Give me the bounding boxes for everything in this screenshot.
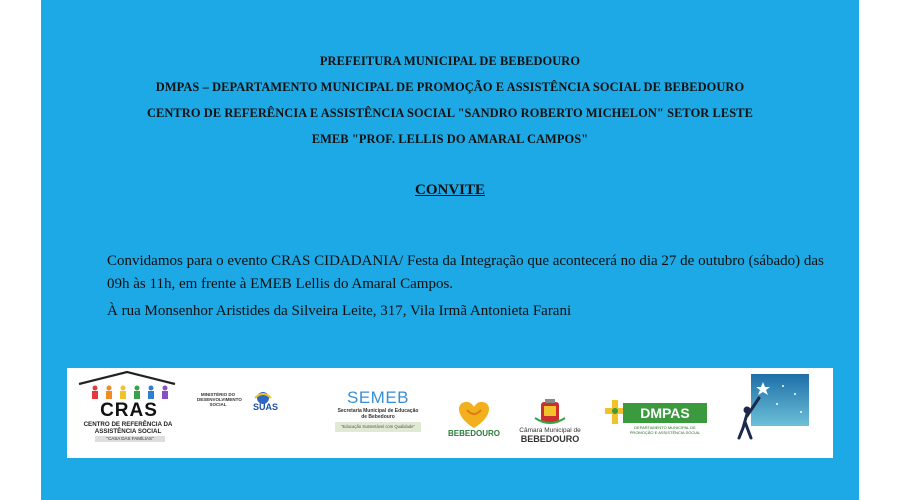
invitation-card [41, 0, 859, 500]
cras-logo-name: CRAS [100, 400, 158, 421]
camara-logo-line2: BEBEDOURO [520, 434, 580, 444]
semeb-logo-name: SEMEB [346, 388, 410, 407]
header-line-dmpas: DMPAS – DEPARTAMENTO MUNICIPAL DE PROMOÇÃO E ASSISTÊNCIA SOCIAL DE BEBEDOURO [155, 80, 745, 94]
invitation-address: À rua Monsenhor Aristides da Silveira Leite, 317, Vila Irmã Antonieta Farani [107, 303, 572, 319]
suas-logo-text: SUAS [253, 402, 279, 412]
semeb-logo-tagline: "Educação Sustentável com Qualidade" [335, 422, 421, 432]
dmpas-logo-subtitle: DEPARTAMENTO MUNICIPAL DE PROMOÇÃO E ASSISTÊNCIA SOCIAL [629, 425, 701, 435]
cras-logo [73, 370, 181, 442]
suas-emblem-icon [249, 390, 301, 412]
logo-strip [67, 368, 833, 458]
star-reach-logo [733, 374, 815, 440]
page-title: CONVITE [414, 182, 485, 198]
bebedouro-logo-text: BEBEDOURO [447, 429, 500, 438]
invitation-body [107, 250, 827, 323]
bebedouro-heart-icon [443, 398, 505, 430]
header-line-prefeitura: PREFEITURA MUNICIPAL DE BEBEDOURO [319, 54, 581, 68]
semeb-logo-subtitle: Secretaria Municipal de Educação de Bebedouro [337, 408, 419, 420]
camara-logo [511, 398, 589, 444]
header-line-emeb: EMEB "PROF. LELLIS DO AMARAL CAMPOS" [311, 132, 589, 146]
bebedouro-logo [443, 398, 505, 442]
header [41, 48, 859, 152]
dmpas-logo [603, 398, 711, 438]
dmpas-logo-name: DMPAS [640, 405, 690, 421]
cras-logo-subtitle: CENTRO DE REFERÊNCIA DA ASSISTÊNCIA SOCIAL [83, 421, 173, 435]
city-crest-icon [511, 398, 589, 426]
mds-logo: MINISTÉRIO DO DESENVOLVIMENTO SOCIAL [197, 392, 242, 407]
family-figures-icon [87, 384, 177, 400]
cras-logo-tagline: "CASA DAS FAMÍLIAS" [95, 436, 165, 442]
camara-logo-line1: Câmara Municipal de [519, 427, 581, 434]
person-reaching-star-icon [733, 374, 815, 440]
header-line-cras: CENTRO DE REFERÊNCIA E ASSISTÊNCIA SOCIAL "SANDRO ROBERTO MICHELON" SETOR LESTE [146, 106, 754, 120]
invitation-paragraph: Convidamos para o evento CRAS CIDADANIA/ Festa da Integração que acontecerá no dia 27 de outubro (sábado) das 09h às 11h, em frente à EMEB Lellis do Amaral Campos. [107, 253, 824, 292]
semeb-logo [335, 388, 421, 438]
suas-logo [249, 390, 301, 412]
